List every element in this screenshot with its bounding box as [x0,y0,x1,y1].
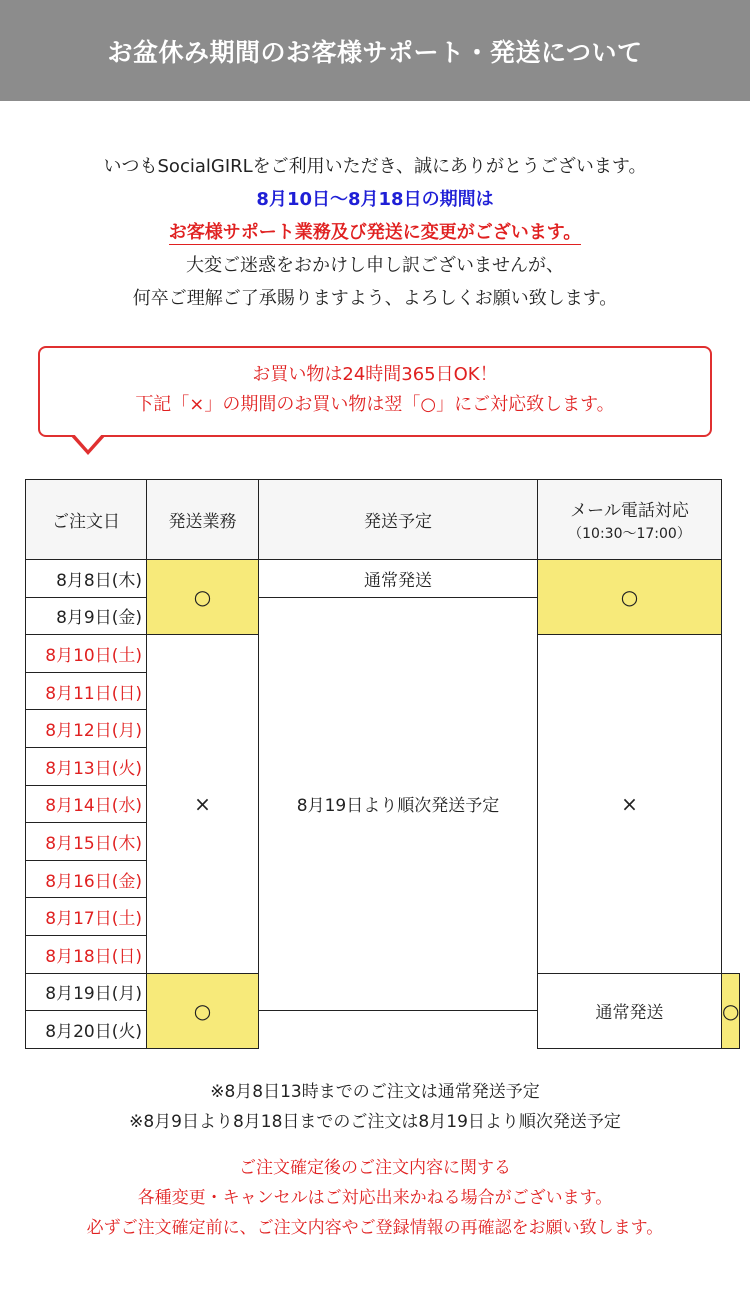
support-circle: ○ [722,973,740,1048]
warning-line-2: 各種変更・キャンセルはご対応出来かねる場合がございます。 [137,1188,613,1208]
date-cell: 8月12日(月) [26,710,147,748]
shipping-plan-normal: 通常発送 [538,973,722,1048]
support-circle: ○ [538,560,722,635]
warning-line-3: 必ずご注文確定前に、ご注文内容やご登録情報の再確認をお願い致します。 [86,1218,664,1238]
date-cell: 8月18日(日) [26,935,147,973]
date-cell: 8月10日(土) [26,635,147,673]
schedule-table [25,479,740,1049]
intro-line-5: 何卒ご理解ご了承賜りますよう、よろしくお願い致します。 [132,288,618,309]
date-cell: 8月11日(日) [26,672,147,710]
date-cell: 8月20日(火) [26,1011,147,1049]
warning [0,1153,750,1243]
notice-bubble [38,346,712,437]
header-shipping-plan: 発送予定 [259,480,538,560]
date-cell: 8月16日(金) [26,860,147,898]
bubble-line-1: お買い物は24時間365日OK！ [252,364,498,385]
notes [0,1077,750,1137]
support-cross: × [538,635,722,973]
page-header [0,0,750,101]
date-cell: 8月13日(火) [26,747,147,785]
intro-line-4: 大変ご迷惑をおかけし申し訳ございませんが、 [186,255,564,276]
warning-line-1: ご注文確定後のご注文内容に関する [239,1158,511,1178]
date-cell: 8月17日(土) [26,898,147,936]
date-cell: 8月15日(木) [26,823,147,861]
intro-line-1: いつもSocialGIRLをご利用いただき、誠にありがとうございます。 [103,156,647,177]
shipping-work-circle: ○ [147,560,259,635]
page-title: お盆休み期間のお客様サポート・発送について [107,37,643,67]
intro-period: 8月10日〜8月18日の期間は [256,189,494,210]
date-cell: 8月9日(金) [26,597,147,635]
intro-change-notice: お客様サポート業務及び発送に変更がございます。 [168,222,582,243]
header-shipping-work: 発送業務 [147,480,259,560]
bubble-line-2: 下記「×」の期間のお買い物は翌「○」にご対応致します。 [135,394,615,415]
note-line-1: ※8月8日13時までのご注文は通常発送予定 [210,1082,540,1102]
table-header-row [26,480,740,560]
header-order-date: ご注文日 [26,480,147,560]
header-support-label: メール電話対応 [570,501,689,521]
intro-text [0,150,750,315]
date-cell: 8月8日(木) [26,560,147,598]
shipping-plan-normal: 通常発送 [259,560,538,598]
header-support-hours: （10:30〜17:00） [568,526,691,542]
table-row [26,560,740,598]
note-line-2: ※8月9日より8月18日までのご注文は8月19日より順次発送予定 [129,1112,621,1132]
header-support [538,480,722,560]
shipping-plan-holiday: 8月19日より順次発送予定 [259,597,538,1011]
shipping-work-circle: ○ [147,973,259,1048]
date-cell: 8月19日(月) [26,973,147,1011]
date-cell: 8月14日(水) [26,785,147,823]
shipping-work-cross: × [147,635,259,973]
